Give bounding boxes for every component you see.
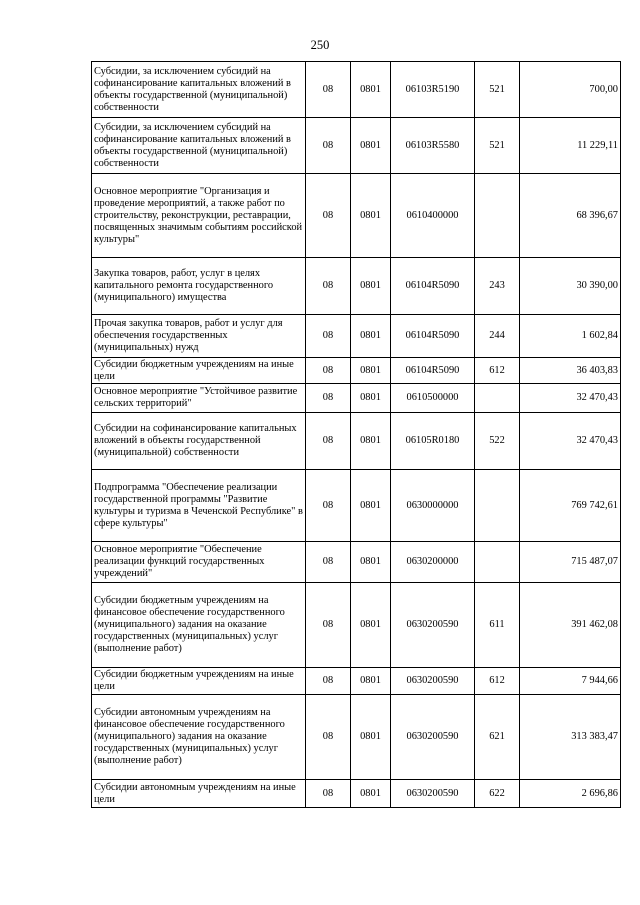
row-code: 06104R5090 (391, 258, 475, 315)
row-amount: 2 696,86 (520, 780, 621, 808)
row-code: 0630200590 (391, 780, 475, 808)
row-name: Подпрограмма "Обеспечение реализации государственной программы "Развитие культуры и туризма в Чеченской Республике" в сфере культуры" (92, 470, 306, 542)
row-type (475, 542, 520, 583)
row-subsection: 0801 (351, 174, 391, 258)
row-code: 06105R0180 (391, 413, 475, 470)
row-section: 08 (306, 583, 351, 668)
table-row (92, 542, 621, 583)
row-code: 0610400000 (391, 174, 475, 258)
row-subsection: 0801 (351, 62, 391, 118)
row-code: 0630200590 (391, 668, 475, 695)
table-row (92, 583, 621, 668)
row-code: 0630200590 (391, 695, 475, 780)
row-name: Субсидии автономным учреждениям на финансовое обеспечение государственного (муниципального) задания на оказание государственных (муниципальных) услуг (выполнение работ) (92, 695, 306, 780)
row-type: 522 (475, 413, 520, 470)
row-name: Основное мероприятие "Организация и проведение мероприятий, а также работ по строительству, реконструкции, реставрации, посвященных значимым событиям российской культуры" (92, 174, 306, 258)
row-amount: 68 396,67 (520, 174, 621, 258)
budget-table-body (92, 62, 621, 808)
table-row (92, 470, 621, 542)
row-section: 08 (306, 695, 351, 780)
row-type: 244 (475, 315, 520, 358)
row-section: 08 (306, 780, 351, 808)
row-subsection: 0801 (351, 695, 391, 780)
row-amount: 313 383,47 (520, 695, 621, 780)
row-amount: 7 944,66 (520, 668, 621, 695)
row-amount: 1 602,84 (520, 315, 621, 358)
table-row (92, 413, 621, 470)
row-name: Субсидии, за исключением субсидий на софинансирование капитальных вложений в объекты государственной (муниципальной) собственности (92, 118, 306, 174)
row-section: 08 (306, 470, 351, 542)
table-row (92, 780, 621, 808)
page-number: 250 (310, 38, 330, 52)
row-subsection: 0801 (351, 668, 391, 695)
row-section: 08 (306, 668, 351, 695)
row-name: Субсидии на софинансирование капитальных вложений в объекты государственной (муниципальной) собственности (92, 413, 306, 470)
row-subsection: 0801 (351, 258, 391, 315)
row-type (475, 384, 520, 413)
row-amount: 32 470,43 (520, 384, 621, 413)
row-type: 521 (475, 62, 520, 118)
row-type (475, 174, 520, 258)
row-amount: 30 390,00 (520, 258, 621, 315)
row-code: 06103R5580 (391, 118, 475, 174)
row-name: Основное мероприятие "Устойчивое развитие сельских территорий" (92, 384, 306, 413)
row-section: 08 (306, 315, 351, 358)
row-section: 08 (306, 174, 351, 258)
row-subsection: 0801 (351, 780, 391, 808)
row-name: Субсидии бюджетным учреждениям на финансовое обеспечение государственного (муниципального) задания на оказание государственных (муниципальных) услуг (выполнение работ) (92, 583, 306, 668)
row-section: 08 (306, 118, 351, 174)
row-amount: 11 229,11 (520, 118, 621, 174)
row-name: Субсидии, за исключением субсидий на софинансирование капитальных вложений в объекты государственной (муниципальной) собственности (92, 62, 306, 118)
row-type: 243 (475, 258, 520, 315)
row-name: Субсидии бюджетным учреждениям на иные цели (92, 668, 306, 695)
row-type: 612 (475, 668, 520, 695)
row-subsection: 0801 (351, 413, 391, 470)
table-row (92, 258, 621, 315)
row-section: 08 (306, 542, 351, 583)
row-code: 0630000000 (391, 470, 475, 542)
row-code: 06104R5090 (391, 358, 475, 384)
row-section: 08 (306, 413, 351, 470)
table-row (92, 384, 621, 413)
row-amount: 36 403,83 (520, 358, 621, 384)
table-row (92, 668, 621, 695)
row-type (475, 470, 520, 542)
row-code: 0630200590 (391, 583, 475, 668)
row-type: 622 (475, 780, 520, 808)
row-name: Субсидии бюджетным учреждениям на иные цели (92, 358, 306, 384)
row-code: 06103R5190 (391, 62, 475, 118)
table-row (92, 118, 621, 174)
row-subsection: 0801 (351, 470, 391, 542)
row-name: Закупка товаров, работ, услуг в целях капитального ремонта государственного (муниципального) имущества (92, 258, 306, 315)
row-code: 06104R5090 (391, 315, 475, 358)
row-subsection: 0801 (351, 542, 391, 583)
table-row (92, 358, 621, 384)
row-subsection: 0801 (351, 118, 391, 174)
row-subsection: 0801 (351, 315, 391, 358)
row-section: 08 (306, 62, 351, 118)
table-row (92, 174, 621, 258)
row-type: 521 (475, 118, 520, 174)
row-type: 621 (475, 695, 520, 780)
table-row (92, 695, 621, 780)
row-subsection: 0801 (351, 583, 391, 668)
budget-table (91, 61, 621, 808)
row-code: 0610500000 (391, 384, 475, 413)
row-section: 08 (306, 358, 351, 384)
table-row (92, 62, 621, 118)
row-section: 08 (306, 384, 351, 413)
row-type: 612 (475, 358, 520, 384)
row-type: 611 (475, 583, 520, 668)
row-amount: 769 742,61 (520, 470, 621, 542)
row-amount: 391 462,08 (520, 583, 621, 668)
row-subsection: 0801 (351, 384, 391, 413)
row-section: 08 (306, 258, 351, 315)
row-name: Прочая закупка товаров, работ и услуг для обеспечения государственных (муниципальных) нужд (92, 315, 306, 358)
row-code: 0630200000 (391, 542, 475, 583)
row-name: Субсидии автономным учреждениям на иные цели (92, 780, 306, 808)
row-amount: 32 470,43 (520, 413, 621, 470)
row-amount: 700,00 (520, 62, 621, 118)
row-subsection: 0801 (351, 358, 391, 384)
table-row (92, 315, 621, 358)
row-name: Основное мероприятие "Обеспечение реализации функций государственных учреждений" (92, 542, 306, 583)
row-amount: 715 487,07 (520, 542, 621, 583)
